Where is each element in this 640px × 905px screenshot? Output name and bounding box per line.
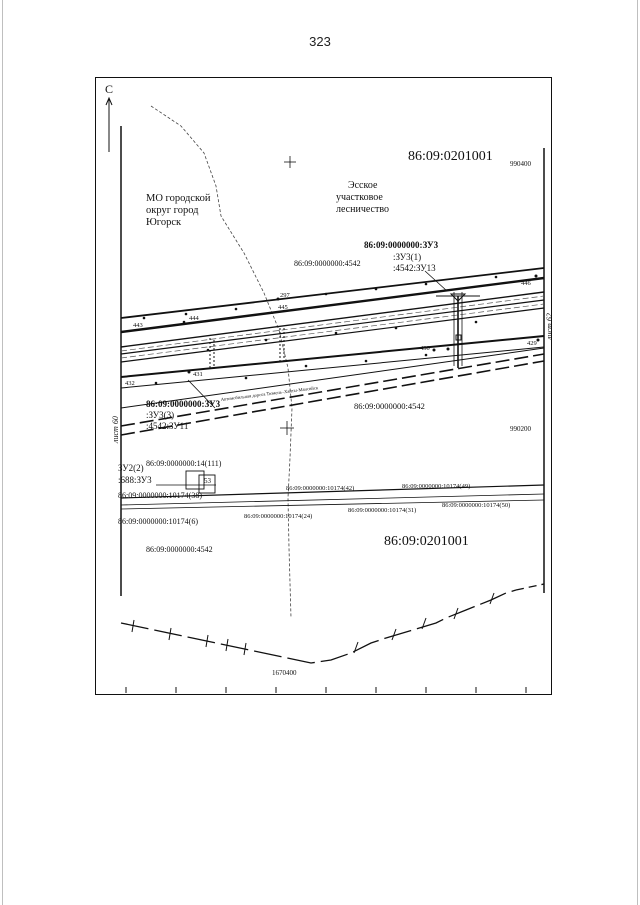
box-53: 53 — [204, 477, 211, 485]
municipality-label — [146, 193, 211, 228]
svg-text:округ город: округ город — [146, 205, 199, 216]
parcel-4542-mid: 86:09:0000000:4542 — [354, 401, 425, 411]
parcel-10174-42: 86:09:0000000:10174(42) — [286, 485, 355, 492]
bottom-ticks — [126, 687, 526, 693]
svg-text:430: 430 — [420, 345, 430, 352]
svg-text:444: 444 — [189, 315, 199, 322]
svg-text:429: 429 — [527, 340, 537, 347]
highway-band — [121, 268, 544, 435]
parcel-10174-50: 86:09:0000000:10174(50) — [442, 502, 511, 509]
parcel-zu13: :4542:ЗУ13 — [393, 263, 436, 273]
parcel-10174-49: 86:09:0000000:10174(49) — [402, 483, 471, 490]
survey-dots — [143, 275, 540, 385]
svg-text:297: 297 — [280, 292, 290, 299]
north-marker-label: С — [105, 82, 114, 96]
svg-text:446: 446 — [521, 280, 531, 287]
svg-text:Эсское: Эсское — [348, 180, 378, 191]
parcel-zu3-left: 86:09:0000000:ЗУ3 — [146, 399, 221, 409]
map-drawing — [96, 78, 554, 693]
svg-text:445: 445 — [278, 304, 288, 311]
parcel-zu2-2: ЗУ2(2) — [118, 463, 144, 473]
coordinate-east-bottom: 1670400 — [272, 669, 297, 677]
parcel-4542-top: 86:09:0000000:4542 — [294, 259, 361, 268]
parcel-4542-bottom: 86:09:0000000:4542 — [146, 545, 213, 554]
coordinate-north-top: 990400 — [510, 160, 531, 168]
svg-text:участковое: участковое — [336, 192, 383, 203]
page-edge-right — [637, 0, 638, 905]
cadastral-map — [95, 77, 552, 695]
coordinate-north-mid: 990200 — [510, 425, 531, 433]
page-edge-left — [2, 0, 3, 905]
bottom-boundary — [121, 584, 544, 663]
parcel-10174-24: 86:09:0000000:10174(24) — [244, 513, 313, 520]
svg-text:443: 443 — [133, 322, 143, 329]
parcel-10174-6: 86:09:0000000:10174(6) — [118, 517, 198, 526]
parcel-zu3-1: :ЗУ3(1) — [393, 252, 422, 262]
sheet-ref-left: лист 60 — [111, 416, 120, 443]
svg-text:431: 431 — [193, 371, 203, 378]
quarter-label-top: 86:09:0201001 — [408, 149, 493, 164]
sheet-ref-right: лист 62 — [545, 313, 554, 340]
parcel-zu3-3: :ЗУ3(3) — [146, 410, 175, 420]
parcel-10174-31: 86:09:0000000:10174(31) — [348, 507, 417, 514]
road-caption: Автомобильная дорога Тюмень–Ханты-Мансийск — [220, 385, 319, 402]
page-number: 323 — [309, 34, 331, 49]
parcel-zu3-top: 86:09:0000000:ЗУ3 — [364, 240, 439, 250]
quarter-label-bottom: 86:09:0201001 — [384, 534, 469, 549]
boundary-ticks — [132, 593, 494, 655]
svg-text:МО городской: МО городской — [146, 193, 211, 204]
north-arrow — [105, 82, 113, 152]
parcel-zu11: :4542:ЗУ11 — [146, 421, 189, 431]
svg-text:лесничество: лесничество — [336, 204, 389, 215]
forestry-label — [336, 180, 389, 215]
parcel-14: 86:09:0000000:14(111) — [146, 459, 222, 468]
parcel-10174-38: 86:09:0000000:10174(38) — [118, 491, 202, 500]
parcel-688: :688:ЗУ3 — [118, 475, 152, 485]
svg-text:432: 432 — [125, 380, 135, 387]
svg-text:Югорск: Югорск — [146, 217, 182, 228]
